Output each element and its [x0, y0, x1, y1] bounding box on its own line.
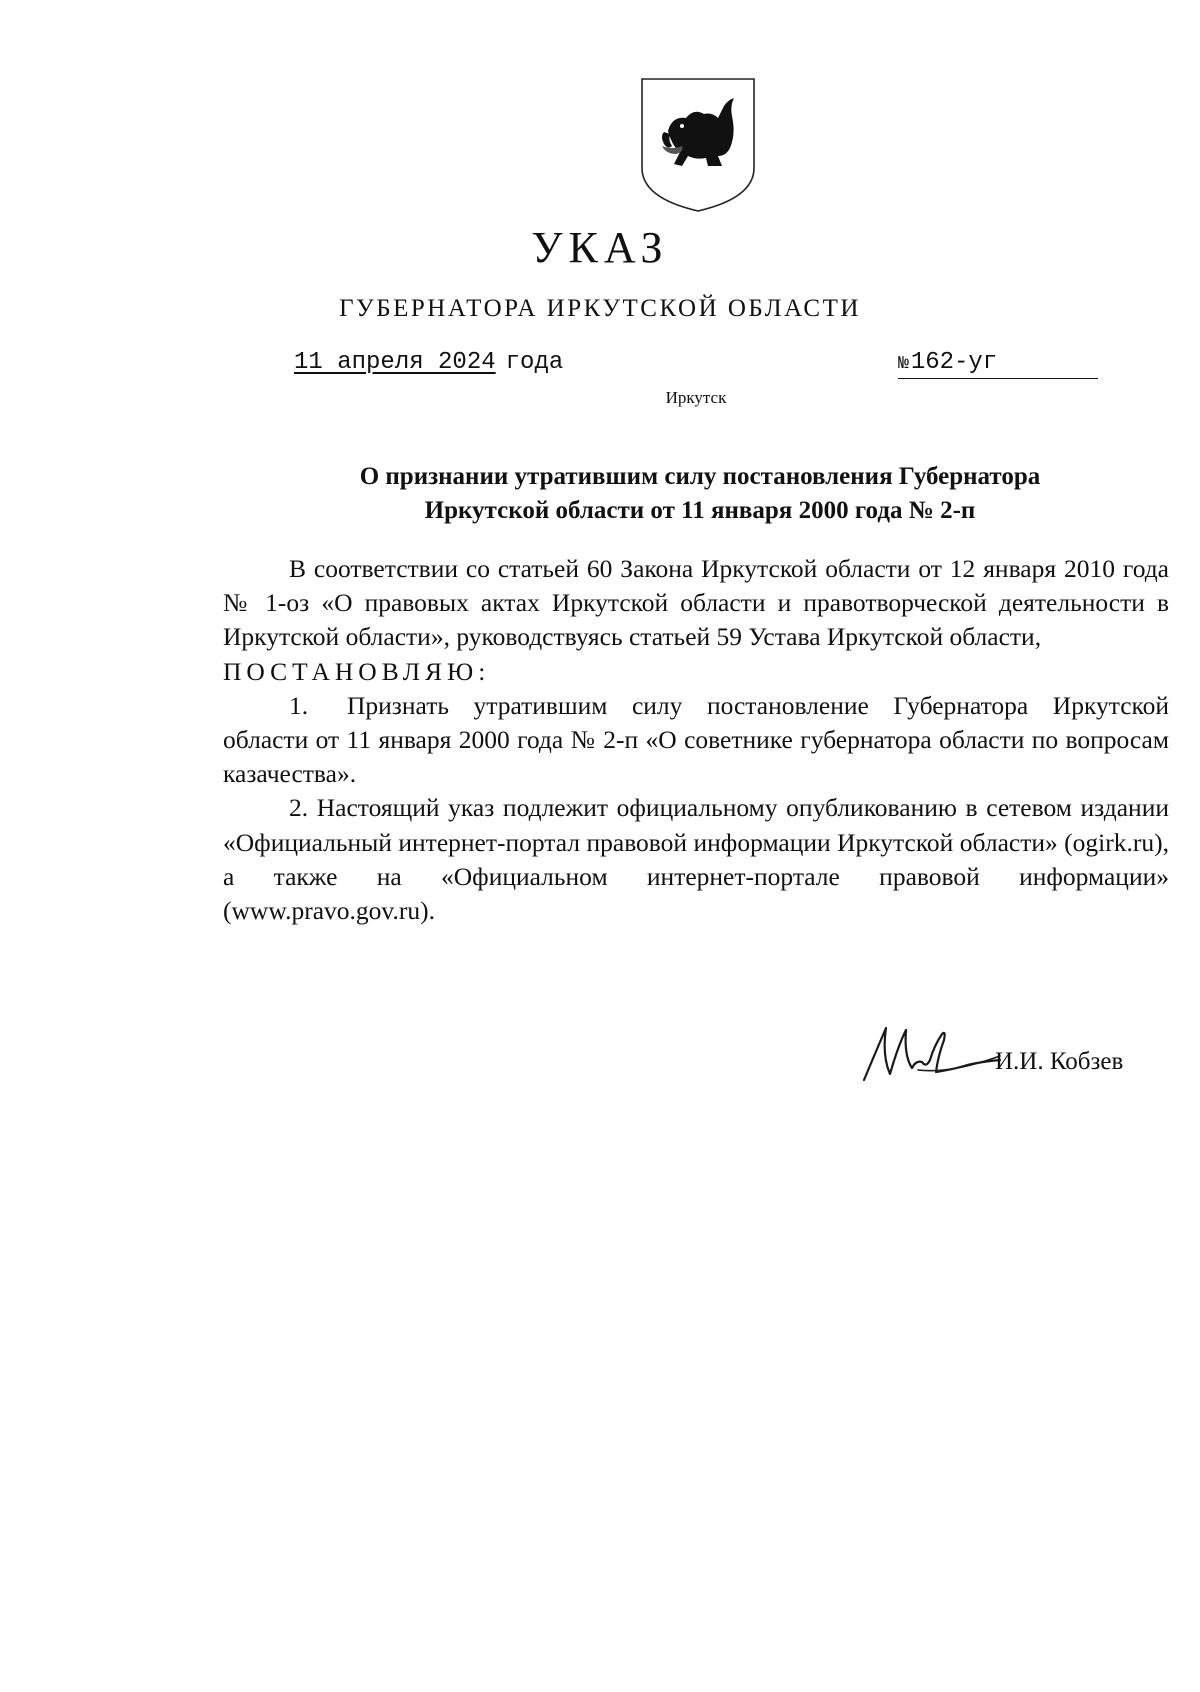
- document-title: УКАЗ: [531, 223, 669, 272]
- signer-name: И.И. Кобзев: [995, 1048, 1124, 1075]
- document-date: [294, 349, 563, 377]
- item-1-text: Признать утратившим силу постановление Губернатора Иркутской области от 11 января 2000 года № 2-п «О советнике губернатора области по вопросам казачества».: [223, 690, 1169, 789]
- preamble-paragraph: В соответствии со статьей 60 Закона Иркутской области от 12 января 2010 года № 1-оз «О правовых актах Иркутской области и правотворческой деятельности в Иркутской области», руководствуясь статьей 59 Устава Иркутской области,: [223, 554, 1169, 652]
- number-value: 162-уг: [910, 349, 998, 376]
- coat-of-arms-icon: [638, 76, 758, 214]
- item-2-paragraph: 2. Настоящий указ подлежит официальному опубликованию в сетевом издании «Официальный интернет-портал правовой информации Иркутской области» (ogirk.ru), а также на «Официальном интернет-портале правовой информации» (www.pravo.gov.ru).: [223, 793, 1169, 926]
- date-suffix: года: [505, 349, 564, 376]
- document-number: [898, 349, 1098, 379]
- heading-line-2: Иркутской области от 11 января 2000 года № 2-п: [424, 497, 976, 524]
- date-value: 11 апреля 2024: [294, 349, 496, 376]
- signature-icon: [860, 1016, 1010, 1086]
- document-subtitle: ГУБЕРНАТОРА ИРКУТСКОЙ ОБЛАСТИ: [339, 295, 861, 322]
- document-body: [223, 552, 1169, 928]
- item-1-number: 1.: [289, 690, 309, 720]
- document-city: Иркутск: [665, 388, 727, 407]
- document-heading: [230, 460, 1170, 528]
- item-1-paragraph: [223, 689, 1169, 792]
- number-sign: №: [898, 354, 909, 374]
- heading-line-1: О признании утратившим силу постановления Губернатора: [359, 463, 1041, 490]
- decree-word: ПОСТАНОВЛЯЮ:: [223, 656, 491, 686]
